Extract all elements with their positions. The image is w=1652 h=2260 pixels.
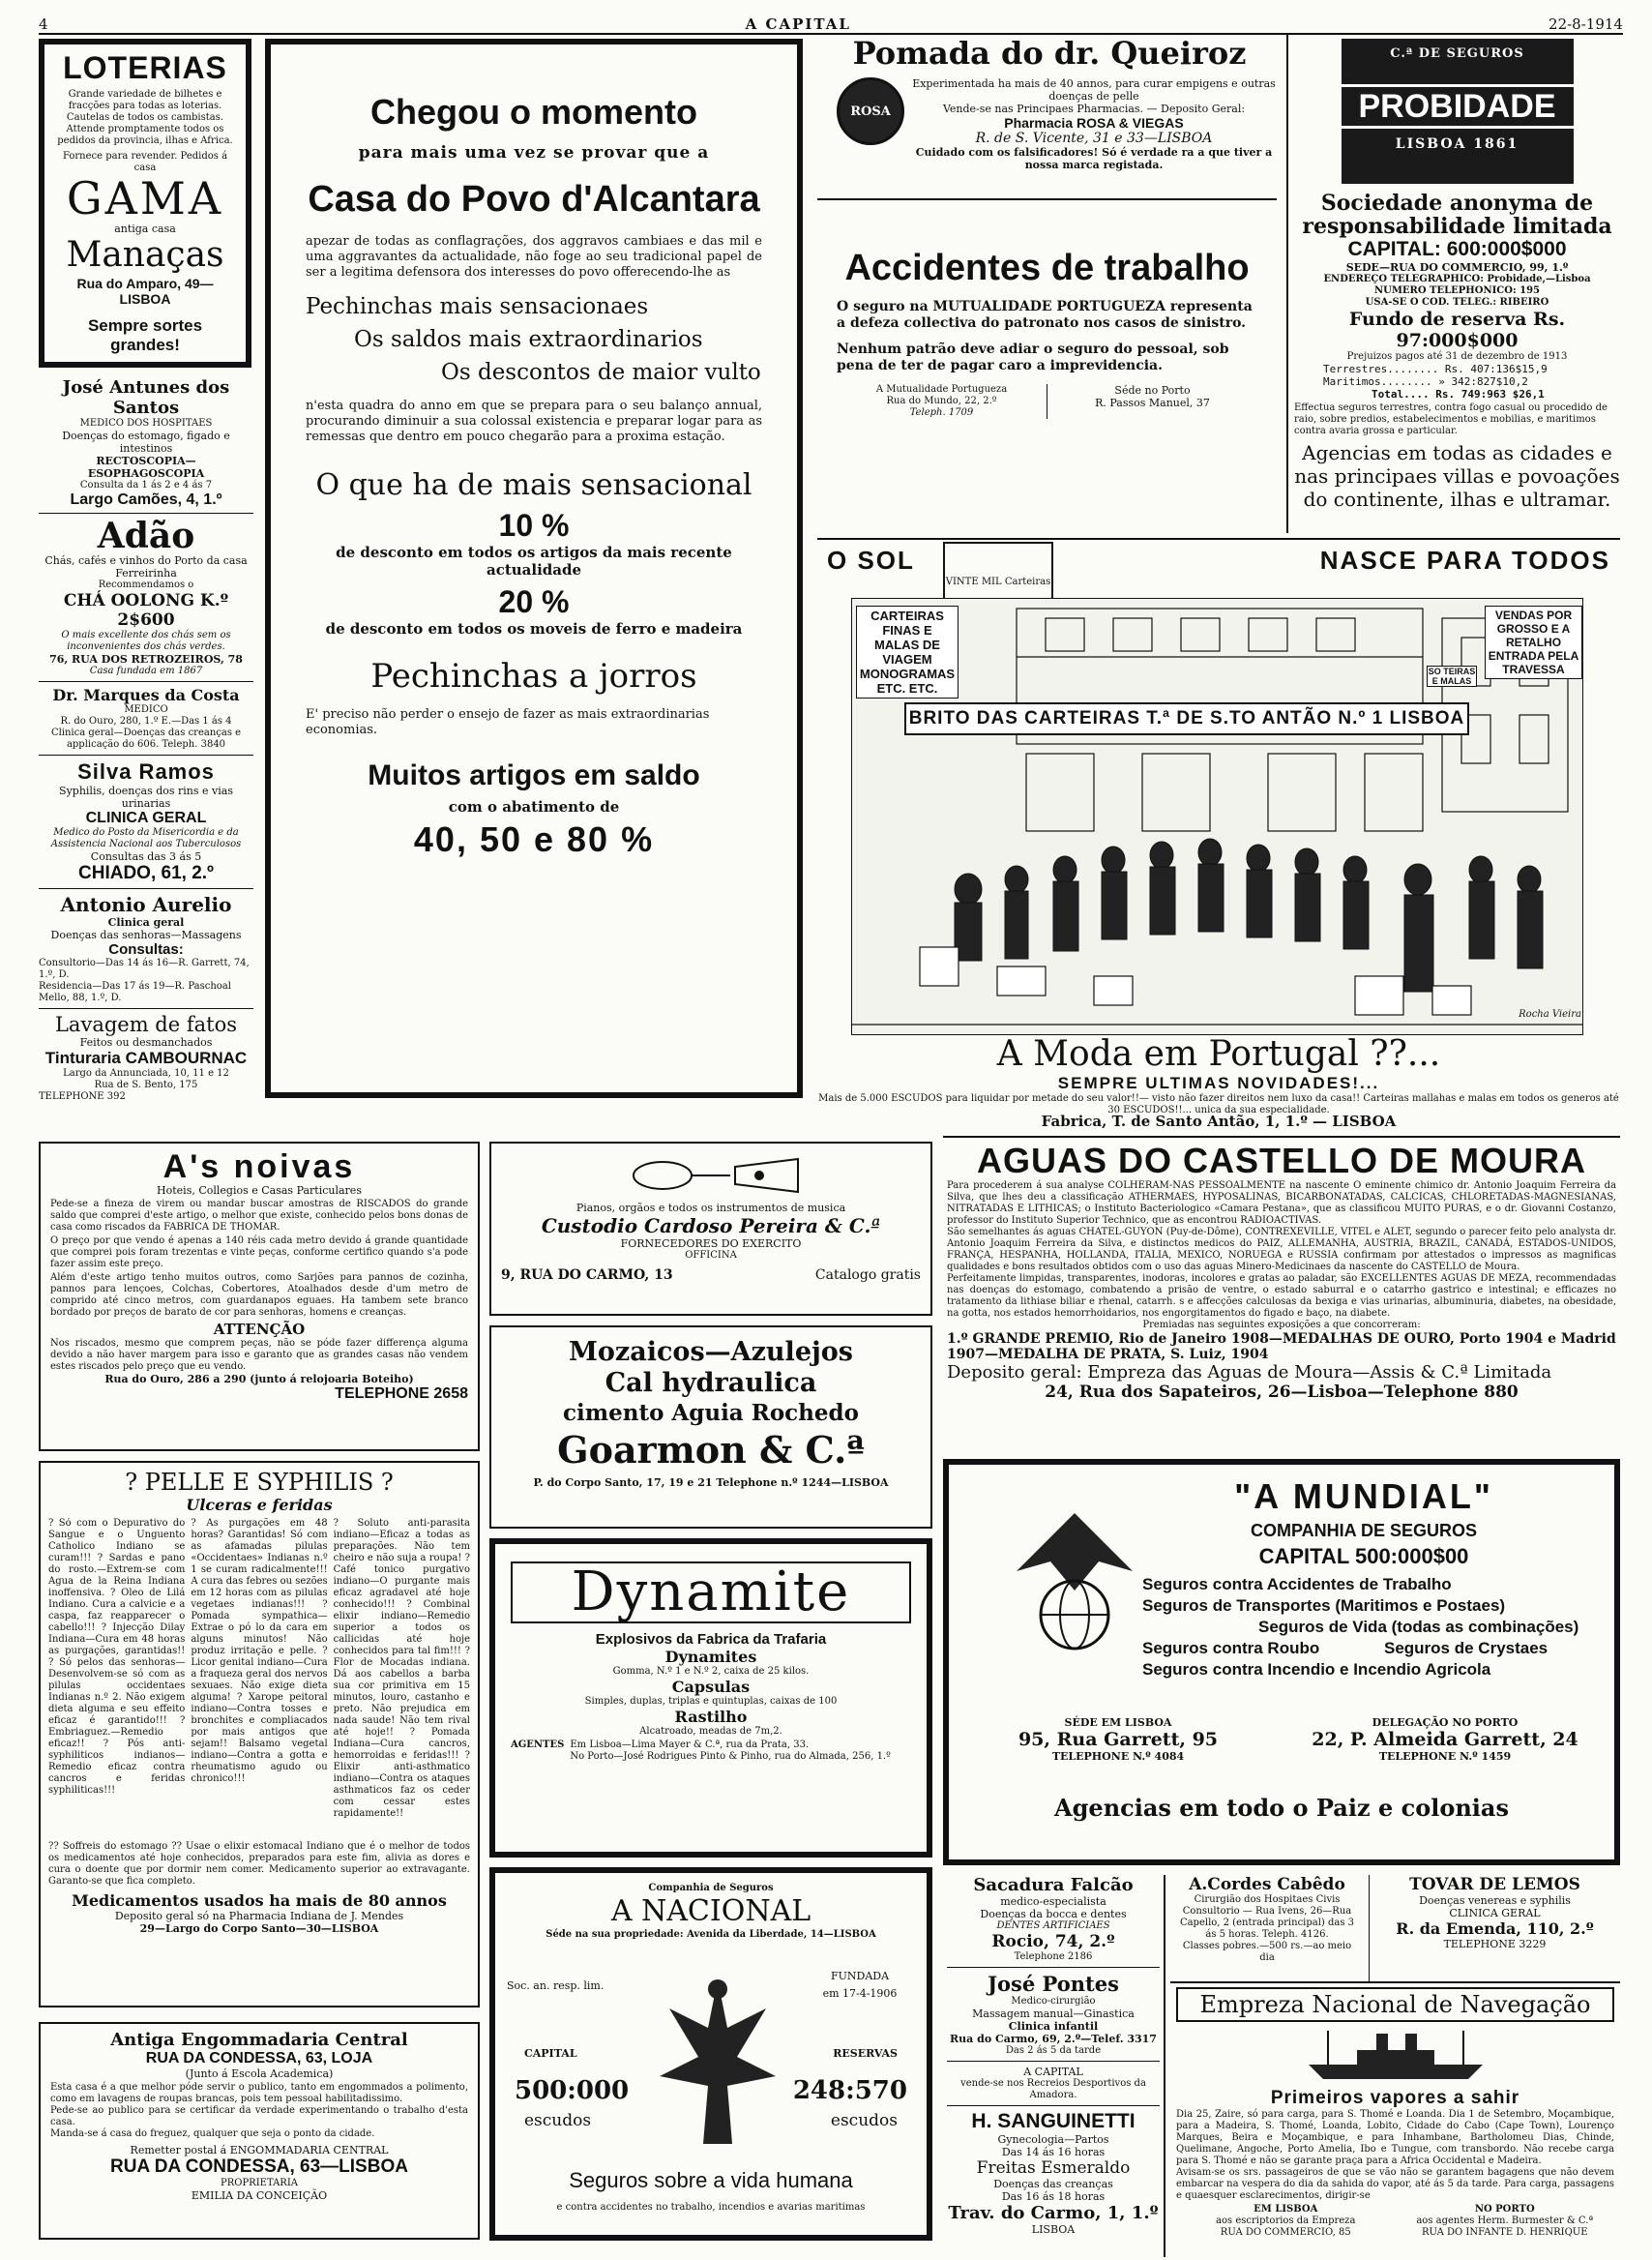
page-number: 4 — [39, 15, 48, 33]
steamship-icon — [1299, 2026, 1492, 2084]
accidentes-paragraph: O seguro na MUTUALIDADE PORTUGUEZA representa a defeza collectiva do patronato nos casos de sinistro. — [837, 299, 1253, 331]
probidade-line: Terrestres........ Rs. 407:136$15,9 — [1323, 363, 1548, 375]
mundial-footer: Agencias em todo o Paiz e colonias — [1054, 1794, 1509, 1822]
accidentes-footer: Rua do Mundo, 22, 2.º — [886, 396, 997, 406]
cabedo-line: Classes pobres.—500 rs.—ao meio dia — [1182, 1941, 1352, 1963]
engommadaria-paragraph: Esta casa é a que melhor póde servir o publico, tanto em engommados a polimento, como em lavagens de roupas brancas, pois tem pessoal habilitadissimo. — [50, 2082, 468, 2104]
santos-line: RECTOSCOPIA—ESOPHAGOSCOPIA — [87, 455, 205, 480]
freitas-line: Das 16 ás 18 horas — [1001, 2190, 1106, 2203]
alcantara-pechinchas: Pechinchas a jorros — [370, 657, 697, 696]
left-column-ads — [39, 377, 253, 1142]
pianos-name: Custodio Cardoso Pereira & C.ª — [541, 1214, 881, 1237]
noivas-title: A's noivas — [162, 1148, 356, 1185]
queiroz-line: Experimentada ha mais de 40 annos, para curar empigens e outras doenças de pelle — [912, 77, 1276, 103]
loterias-slogan: Sempre sortes grandes! — [87, 316, 203, 354]
rosa-seal-icon: ROSA — [837, 77, 904, 145]
engommadaria-line: EMILIA DA CONCEIÇÃO — [191, 2189, 328, 2202]
moura-deposit: Deposito geral: Empreza das Aguas de Moura—Assis & C.ª Limitada — [947, 1362, 1552, 1383]
adao-line: CHÁ OOLONG K.º 2$600 — [63, 591, 229, 630]
street-crowd-illustration — [852, 599, 1582, 1034]
santos-address: Largo Camões, 4, 1.º — [70, 491, 222, 508]
manacas-name: Manaças — [66, 235, 224, 275]
dynamite-line: Explosivos da Fabrica da Trafaria — [595, 1631, 827, 1648]
engommadaria-ad — [39, 2022, 480, 2240]
pelle-column: ? As purgações em 48 horas? Garantidas! Só com as afamadas pilulas «Occidentaes» Indianas n.º 1 se curam radicalmente!!! A cura das febres ou sezões em 12 horas com as pilulas vegetaes indianas!!! ? Pomada sympathica—Extrae o pó lo da cara em alguns minutos! Não produz irritação e pelle. ? Licor genital indiano—Cura a fraqueza geral dos nervos sexuaes. Não exige dieta alguma! ? Xarope peitoral indiano—Contra tosses e bronchites e compliacados por mais antigos que sejam!! Balsamo vegetal indiano—Contra a gotta e rheumatismo agudo ou chronico!!! — [191, 1518, 328, 1784]
probidade-line: SEDE—RUA DO COMMERCIO, 99, 1.º — [1345, 261, 1569, 274]
probidade-ad — [1286, 35, 1620, 533]
nacional-vida: Seguros sobre a vida humana — [569, 2168, 853, 2192]
ramos-address: CHIADO, 61, 2.º — [78, 863, 214, 883]
dynamite-title: Dynamite — [511, 1561, 911, 1623]
aurelio-line: Consultas: — [108, 941, 184, 958]
queiroz-line: R. de S. Vicente, 31 e 33—LISBOA — [975, 131, 1213, 146]
dynamite-line: Simples, duplas, triplas e quintuplas, caixas de 100 — [584, 1696, 838, 1707]
navegacao-porto: RUA DO INFANTE D. HENRIQUE — [1421, 2227, 1588, 2238]
alcantara-paragraph: E' preciso não perder o ensejo de fazer as mais extraordinarias economias. — [306, 707, 710, 737]
mundial-line: COMPANHIA DE SEGUROS — [1250, 1521, 1478, 1540]
mundial-delegacao: 22, P. Almeida Garrett, 24 — [1312, 1729, 1578, 1750]
mundial-line: Seguros de Vida (todas as combinações) — [1258, 1618, 1579, 1636]
accidentes-footer: A Mutualidade Portugueza — [875, 384, 1008, 395]
freitas-line: Doenças das creanças — [993, 2178, 1113, 2190]
nacional-line: em 17-4-1906 — [822, 1987, 898, 2000]
sacadura-line: medico-especialista — [1000, 1895, 1106, 1908]
noivas-line: Hoteis, Collegios e Casas Particulares — [157, 1184, 362, 1197]
alcantara-ad — [265, 39, 803, 1098]
alcantara-store-name: Casa do Povo d'Alcantara — [308, 179, 760, 220]
sanguinetti-line: Das 14 ás 16 horas — [1001, 2146, 1106, 2158]
nacional-line: e contra accidentes no trabalho, incendios e avarias maritimas — [556, 2202, 866, 2213]
probidade-line: Sociedade anonyma de responsabilidade limitada — [1302, 191, 1612, 239]
dynamite-line: Gomma, N.º 1 e N.º 2, caixa de 25 kilos. — [612, 1666, 810, 1677]
noivas-paragraph: Nos riscados, mesmo que comprem peças, não se póde fazer differença alguma devido a não haver margem para isso e garanto que as grandes casas não vendem estes riscados pelo preço que eu vendo. — [50, 1338, 468, 1372]
eagle-globe-icon — [1007, 1494, 1142, 1658]
probidade-line: Prejuizos pagos até 31 de dezembro de 1913 — [1346, 351, 1568, 362]
probidade-line: ENDEREÇO TELEGRAPHICO: Probidade,—Lisboa — [1323, 274, 1591, 284]
pianos-line: OFFICINA — [685, 1250, 737, 1261]
engommadaria-line: PROPRIETARIA — [220, 2178, 298, 2188]
aurelio-line: Residencia—Das 17 ás 19—R. Paschoal Mello, 88, 1.º, D. — [39, 981, 231, 1003]
dynamite-line: Dynamites — [664, 1648, 757, 1666]
cabedo-name: A.Cordes Cabêdo — [1189, 1875, 1345, 1894]
dynamite-ad — [489, 1538, 932, 1858]
page-header — [39, 12, 1623, 35]
probidade-line: NUMERO TELEPHONICO: 195 — [1374, 285, 1540, 296]
probidade-line: Agencias em todas as cidades e nas principaes villas e povoações do continente, ilhas e ultramar. — [1294, 441, 1620, 511]
osol-novidades: SEMPRE ULTIMAS NOVIDADES!... — [1057, 1074, 1380, 1092]
dynamite-line: Capsulas — [671, 1678, 751, 1696]
adao-line: Recommendamos o — [98, 580, 194, 590]
alcantara-pct: 10 % — [498, 508, 570, 543]
fatos-line: TELEPHONE 392 — [39, 1091, 126, 1102]
moura-paragraph: Para procederem á sua analyse COLHERAM-NAS PESSOALMENTE na nascente O eminente chimico dr. Antonio Joaquim Ferreira da Silva, que lhes deu a classificação ATHERMAES, HYPOSALINAS, BICARBONATADAS, CALCICAS, CHLORETADAS-MAGNESIANAS, NITRATADAS E LITHICAS; o Instituto Bacteriologico «Camara Pestana», que as classificou MUITO PURAS, e o dr. Giovanni Costanzo, professor do Instituto Superior Technico, que as encontrou RADIOACTIVAS. — [947, 1180, 1616, 1226]
engommadaria-paragraph: Pede-se ao publico para se certificar da verdade experimentando o trabalho d'esta casa. — [50, 2105, 468, 2127]
aurelio-line: Clinica geral — [107, 916, 185, 929]
cabedo-line: Cirurgião dos Hospitaes Civis — [1194, 1894, 1341, 1905]
cabedo-line: Consultorio — Rua Ivens, 26—Rua Capello, 2 (entrada principal) das 3 ás 5 horas. Teleph. 4126. — [1179, 1906, 1355, 1940]
navegacao-lisboa: EM LISBOA — [1254, 2204, 1318, 2215]
mundial-line: Seguros de Transportes (Maritimos e Postaes) — [1142, 1596, 1506, 1615]
engommadaria-paragraph: Manda-se á casa do freguez, qualquer que seja o ponto da cidade. — [50, 2128, 375, 2139]
noivas-paragraph: Pede-se a fineza de virem ou mandar buscar amostras de RISCADOS do grande saldo que comprei d'este artigo, o melhor que existe, conhecido pelos bons donas de casa como riscados da FABRICA DE THOMAR. — [50, 1199, 468, 1233]
dynamite-agents: AGENTES — [511, 1740, 565, 1750]
alcantara-discount-line: de desconto em todos os moveis de ferro e madeira — [325, 620, 743, 638]
osol-signature: Rocha Vieira — [1519, 1009, 1581, 1020]
probidade-capital: CAPITAL: 600:000$000 — [1347, 238, 1567, 260]
adao-line: O mais excellente dos chás sem os inconvenientes dos chás verdes. — [61, 630, 231, 652]
navegacao-porto: NO PORTO — [1474, 2204, 1535, 2215]
winged-figure-icon — [650, 1970, 785, 2154]
osol-sign-small: SO TEIRAS E MALAS — [1428, 667, 1476, 686]
probidade-line: Fundo de reserva Rs. 97:000$000 — [1348, 309, 1566, 351]
nacional-line: RESERVAS — [833, 2047, 898, 2060]
navegacao-porto: aos agentes Herm. Burmester & C.ª — [1416, 2215, 1594, 2226]
nacional-line: Companhia de Seguros — [648, 1883, 774, 1893]
mundial-line: Seguros contra Incendio e Incendio Agricola — [1142, 1660, 1491, 1679]
probidade-line: Effectua seguros terrestres, contra fogo casual ou procedido de raio, sobre predios, estabelecimentos e mobilias, e maritimos contra avaria grossa e particular. — [1294, 402, 1608, 436]
violin-trumpet-icon — [614, 1149, 808, 1202]
moura-prizes: 1.º GRANDE PREMIO, Rio de Janeiro 1908—MEDALHAS DE OURO, Porto 1904 e Madrid 1907—MEDALHA DE PRATA, S. Luiz, 1904 — [947, 1331, 1616, 1362]
probidade-logo-name: PROBIDADE — [1342, 84, 1574, 129]
small-ads-col1 — [943, 1875, 1165, 2257]
accidentes-paragraph: Nenhum patrão deve adiar o seguro do pessoal, sob pena de ter de pagar caro a imprevidencia. — [837, 342, 1229, 373]
nacional-reservas: 248:570 — [792, 2076, 907, 2105]
accidentes-footer: R. Passos Manuel, 37 — [1095, 397, 1210, 409]
loterias-body: Grande variedade de bilhetes e fracções para todas as loterias. Cautelas de todos os cambistas. Attende promptamente todos os pedidos da provincia, ilhas e Africa. — [57, 89, 233, 146]
tovar-line: Doenças venereas e syphilis — [1419, 1894, 1571, 1907]
pianos-ad — [489, 1142, 932, 1316]
alcantara-sensacional: O que ha de mais sensacional — [315, 468, 752, 502]
nacional-line: Séde na sua propriedade: Avenida da Liberdade, 14—LISBOA — [546, 1929, 876, 1940]
costa-name: Dr. Marques da Costa — [52, 686, 240, 704]
pianos-line: Pianos, orgãos e todos os instrumentos de musica — [575, 1202, 846, 1214]
fatos-title: Lavagem de fatos — [54, 1013, 237, 1036]
noivas-paragraph: Além d'este artigo tenho muitos outros, como Sarjões para pannos de cozinha, pannos para lençoes, Colchas, Cobertores, Atoalhados desde d'um metro de comprido até cinco metros, com guardanapos eguaes. Ha tambem sete branco bordado por preços de barato de cor para senhoras, homens e creanças. — [50, 1272, 468, 1318]
mundial-delegacao: TELEPHONE N.º 1459 — [1378, 1750, 1512, 1763]
loterias-title: LOTERIAS — [63, 50, 227, 85]
pelle-footer: Medicamentos usados ha mais de 80 annos — [72, 1891, 447, 1910]
alcantara-saldo: Muitos artigos em saldo — [368, 759, 700, 791]
mozaicos-line: Mozaicos—Azulejos — [569, 1337, 853, 1367]
mundial-title: "A MUNDIAL" — [1234, 1476, 1493, 1516]
dynamite-line: Em Lisboa—Lima Mayer & C.ª, rua da Prata, 33. — [570, 1740, 810, 1750]
tovar-phone: TELEPHONE 3229 — [1443, 1938, 1547, 1950]
mundial-line: Seguros de Crystaes — [1384, 1639, 1549, 1657]
o-sol-ad — [817, 538, 1620, 1128]
accidentes-ad — [817, 198, 1277, 489]
santos-name: José Antunes dos Santos — [62, 377, 230, 418]
pontes-address: Rua do Carmo, 69, 2.º—Telef. 3317 — [950, 2033, 1157, 2045]
fatos-line: Largo da Annunciada, 10, 11 e 12 — [63, 1068, 229, 1079]
cabedo-ad — [1170, 1875, 1364, 1981]
mozaicos-ad — [489, 1325, 932, 1529]
probidade-logo-bottom: LISBOA 1861 — [1395, 136, 1519, 152]
ramos-line: CLINICA GERAL — [85, 810, 207, 826]
pelle-column: ? Só com o Depurativo do Sangue e o Unguento Catholico Indiano se curam!!! ? Sardas e pano do rosto.—Extrem-se com Agua de la Reina Indiana inoffensiva. ? Oleo de Lilá Indiano. Cura a calvicie e a caspa, faz reapparecer o cabello!!! ? Injecção Dilay Indiana—Cura em 48 horas as purgações, garantidas!! ? Só pelos das senhoras—Desenvolvem-se só com as pilulas occidentaes Indianas n.º 2. Não exigem dieta alguma e seu effeito eficaz é garantido!!! ? Embriaguez.—Remedio eficaz!! ? Pós anti-syphiliticos indianos—Remedio eficaz contra cancros e feridas syphiliticas!!! — [48, 1518, 186, 1796]
noivas-paragraph: O preço por que vendo é apenas a 140 réis cada metro devido á grande quantidade que comprei pois foram trezentas e vinte peças, conforme certifico quando s'a pode fazer assim este preço. — [50, 1235, 468, 1269]
costa-line: MEDICO — [124, 704, 168, 715]
ramos-line: Syphilis, doenças dos rins e vias urinarias — [59, 785, 233, 810]
aurelio-line: Doenças das senhoras—Massagens — [50, 929, 242, 941]
accidentes-footer: Teleph. 1709 — [909, 407, 974, 418]
queiroz-line: Pharmacia ROSA & VIEGAS — [1004, 115, 1184, 131]
nacional-ad — [489, 1867, 932, 2241]
ramos-line: Medico do Posto da Misericordia e da Assistencia Nacional aos Tuberculosos — [50, 827, 242, 849]
mozaicos-name: Goarmon & C.ª — [557, 1428, 865, 1472]
alcantara-pct-large: 40, 50 e 80 % — [413, 819, 655, 859]
mundial-sede: TELEPHONE N.º 4084 — [1051, 1750, 1185, 1763]
noivas-attention: ATTENÇÃO — [213, 1321, 306, 1338]
dynamite-line: Alcatroado, meadas de 7m,2. — [639, 1726, 782, 1737]
nacional-line: escudos — [830, 2111, 898, 2130]
nacional-capital: 500:000 — [515, 2076, 630, 2105]
tovar-address: R. da Emenda, 110, 2.º — [1396, 1919, 1594, 1938]
probidade-line: Maritimos........ » 342:827$10,2 — [1323, 375, 1528, 388]
alcantara-abatimento: com o abatimento de — [448, 798, 620, 816]
engommadaria-title: Antiga Engommadaria Central — [110, 2030, 408, 2050]
noivas-address: Rua do Ouro, 286 a 290 (junto á relojoaria Boteiho) — [104, 1373, 414, 1385]
osol-stamp: VINTE MIL Carteiras — [943, 542, 1053, 623]
costa-line: Clinica geral—Doenças das creanças e applicação do 606. Teleph. 3840 — [50, 728, 242, 750]
gama-name: GAMA — [66, 172, 224, 224]
engommadaria-line: RUA DA CONDESSA, 63—LISBOA — [110, 2156, 408, 2177]
adao-name: Adão — [97, 516, 195, 556]
pontes-line: Medico-cirurgião — [1011, 1996, 1096, 2007]
nacional-line: CAPITAL — [524, 2047, 577, 2060]
navegacao-paragraph: Avisam-se os srs. passageiros de que se vão não se garantem bagagens que não devem embarcar na vespera do dia da sahida do vapor, até ás 5 da tarde. Para carga, passagens e quaesquer esclarecimentos, dirigir-se — [1176, 2167, 1614, 2201]
mozaicos-line: cimento Aguia Rochedo — [563, 1400, 859, 1426]
sanguinetti-line: Gynecologia—Partos — [997, 2133, 1109, 2146]
navegacao-lisboa: RUA DO COMMERCIO, 85 — [1220, 2227, 1351, 2238]
alcantara-paragraph: apezar de todas as conflagrações, dos aggravos cambiaes e das mil e uma aggravantes da actualidade, não foge ao seu tradicional papel de ser a legitima defensora dos interesses do povo offerecendo-lhe as — [306, 234, 762, 280]
pelle-syphilis-ad — [39, 1461, 480, 2007]
loterias-note: Fornece para revender. Pedidos á casa — [62, 151, 228, 173]
santos-line: Consulta da 1 ás 2 e 4 ás 7 — [79, 480, 213, 491]
ramos-name: Silva Ramos — [77, 759, 215, 784]
pontes-name: José Pontes — [988, 1972, 1119, 1996]
osol-moda: A Moda em Portugal ??... — [996, 1034, 1441, 1074]
moura-paragraph: Perfeitamente limpidas, transparentes, inodoras, incolores e gratas ao paladar, são EXCELLENTES AGUAS DE MEZA, recommendadas nas doenças do estomago, combatendo a prisão de ventre, o estado saburral e o catarrho gastrico e intestinal; e efficazes no tratamento da lithiase biliar e rhenal, catarrh. s e affecções calculosas da bexiga e vias urinarias, albuminuria, diabetes, na obesidade, na gotta, nos estados hemorrhoidarios, nos engorgitamentos do figado e baço, na diabete. — [947, 1273, 1616, 1319]
alcantara-subhead: para mais uma vez se provar que a — [358, 143, 710, 163]
loterias-ad — [39, 39, 251, 368]
loterias-address: Rua do Amparo, 49—LISBOA — [76, 276, 214, 307]
mundial-sede: SÉDE EM LISBOA — [1064, 1716, 1172, 1729]
moura-paragraph: Premiadas nas seguintes exposições a que concorreram: — [1142, 1320, 1421, 1330]
osol-paragraph: Mais de 5.000 ESCUDOS para liquidar por metade do seu valor!!— visto não fazer direitos nem luxo da casa!! Carteiras mallahas e malas em todos os generos até 30 ESCUDOS!!... unica da sua especialidade. — [818, 1093, 1619, 1115]
probidade-logo — [1342, 39, 1574, 184]
sacadura-line: DENTES ARTIFICIAES — [996, 1920, 1110, 1931]
probidade-line: USA-SE O COD. TELEG.: RIBEIRO — [1365, 297, 1549, 308]
adao-line: Casa fundada em 1867 — [89, 666, 203, 676]
fatos-name: Tinturaria CAMBOURNAC — [44, 1049, 248, 1067]
pianos-line: FORNECEDORES DO EXERCITO — [620, 1237, 802, 1250]
pelle-footer: Deposito geral só na Pharmacia Indiana de J. Mendes — [114, 1910, 404, 1922]
navegacao-subtitle: Primeiros vapores a sahir — [1270, 2088, 1520, 2108]
osol-address: Fabrica, T. de Santo Antão, 1, 1.º — LISBOA — [1041, 1113, 1397, 1128]
queiroz-title: Pomada do dr. Queiroz — [852, 35, 1247, 72]
osol-sign-right: VENDAS POR GROSSO E A RETALHO ENTRADA PELA TRAVESSA — [1485, 606, 1582, 679]
alcantara-saldo-line: Os saldos mais extraordinarios — [354, 327, 703, 352]
gama-sub: antiga casa — [114, 223, 176, 235]
page-date: 22-8-1914 — [1549, 15, 1623, 33]
sacadura-line: Doenças da bocca e dentes — [980, 1908, 1127, 1920]
noivas-phone: TELEPHONE 2658 — [335, 1385, 468, 1402]
queiroz-ad — [817, 35, 1282, 190]
engommadaria-line: Remetter postal á ENGOMMADARIA CENTRAL — [130, 2144, 389, 2156]
osol-title-left: O SOL — [827, 546, 915, 575]
sanguinetti-name: H. SANGUINETTI — [971, 2110, 1136, 2132]
osol-illustration — [851, 598, 1583, 1035]
tovar-ad — [1369, 1875, 1620, 1981]
pontes-line: Clinica infantil — [1008, 2020, 1099, 2033]
santos-line: Doenças do estomago, figado e intestinos — [62, 430, 230, 455]
mundial-delegacao: DELEGAÇÃO NO PORTO — [1372, 1716, 1519, 1729]
nacional-line: escudos — [524, 2111, 592, 2130]
sacadura-phone: Telephone 2186 — [1014, 1951, 1093, 1962]
navegacao-title: Empreza Nacional de Navegação — [1176, 1987, 1614, 2022]
aguas-moura-ad — [943, 1136, 1620, 1450]
santos-line: MEDICO DOS HOSPITAES — [79, 418, 213, 429]
pelle-footer: 29—Largo do Corpo Santo—30—LISBOA — [139, 1922, 379, 1935]
nacional-line: FUNDADA — [830, 1970, 890, 1982]
pelle-title: ? PELLE E SYPHILIS ? — [125, 1469, 394, 1496]
osol-title-right: NASCE PARA TODOS — [1319, 546, 1610, 575]
fatos-line: Feitos ou desmanchados — [79, 1036, 213, 1049]
mundial-line: Seguros contra Accidentes de Trabalho — [1142, 1575, 1452, 1593]
alcantara-pct: 20 % — [498, 584, 570, 619]
nacional-title: A NACIONAL — [610, 1894, 811, 1928]
capital-line: vende-se nos Recreios Desportivos da Amadora. — [960, 2078, 1146, 2100]
probidade-logo-top: C.ª DE SEGUROS — [1390, 46, 1524, 61]
pelle-subtitle: Ulceras e feridas — [186, 1496, 333, 1514]
capital-line: A CAPITAL — [1023, 2066, 1083, 2078]
alcantara-saldo-line: Pechinchas mais sensacionaes — [306, 294, 649, 319]
navegacao-paragraph: Dia 25, Zaire, só para carga, para S. Thomé e Loanda. Dia 1 de Setembro, Moçambique, para a Madeira, S. Thomé, Loanda, Lobito, Cidade do Cabo (Cape Town), Lourenço Marques, Beira e Moçambique, e para Inhambane, Bartholomeu Dias, Chinde, Quelimane, Angoche, Porto Amelia, Ibo e Tungue, com transbordo. Não recebe carga para S. Thomé e não se garante praça para a Africa Occidental e Madeira. — [1176, 2109, 1614, 2166]
aurelio-line: Consultorio—Das 14 ás 16—R. Garrett, 74, 1.º, D. — [39, 958, 250, 980]
alcantara-saldo-line: Os descontos de maior vulto — [441, 360, 761, 385]
nacional-line: Soc. an. resp. lim. — [507, 1979, 605, 1992]
pelle-paragraph: ?? Soffreis do estomago ?? Usae o elixir estomacal Indiano que é o melhor de todos os medicamentos até hoje conhecidos, preparados para este fim, alivia as dores e cura o doente que por dormir nem comer. Medicamento superior ao extravagante. Garanto-se que fica completo. — [48, 1841, 470, 1887]
trav-city: LISBOA — [1031, 2223, 1076, 2236]
moura-title: AGUAS DO CASTELLO DE MOURA — [976, 1141, 1586, 1180]
alcantara-headline: Chegou o momento — [370, 92, 697, 132]
pelle-column: ? Soluto anti-parasita indiano—Eficaz a todas as preparações. Não tem cheiro e não suja a roupa! ? Café tonico purgativo indiano—O purgante mais eficaz agradavel até hoje conhecido!!! ? Combinal elixir indiano—Remedio superior a todos os callicidas até hoje conhecidos para tal fim!!! ? Flor de Mocadas indiana. Dá aos cabellos a barba sua cor primitiva em 15 minutos, louro, castanho e preto. Não prejudica em nada saude! Não tem rival até hoje!! ? Pomada Indiana—Cura cancros, hemorroidas e feridas!!! ? Elixir anti-asthmatico indiano—Contra os ataques asthmaticos faz os ceder com cessar estes rapidamente!! — [333, 1518, 470, 1819]
mundial-capital: CAPITAL 500:000$00 — [1258, 1544, 1469, 1568]
navegacao-ad — [1170, 1981, 1620, 2257]
sacadura-address: Rocio, 74, 2.º — [991, 1932, 1115, 1951]
pianos-address: 9, RUA DO CARMO, 13 — [501, 1267, 673, 1283]
mundial-sede: 95, Rua Garrett, 95 — [1018, 1729, 1219, 1750]
adao-address: 76, RUA DOS RETROZEIROS, 78 — [49, 653, 243, 666]
engommadaria-line: (Junto á Escola Academica) — [185, 2067, 334, 2080]
sacadura-name: Sacadura Falcão — [973, 1875, 1134, 1895]
mundial-line: Seguros contra Roubo — [1142, 1639, 1320, 1657]
noivas-ad — [39, 1142, 480, 1451]
newspaper-name: A CAPITAL — [745, 15, 851, 33]
accidentes-footer: Séde no Porto — [1114, 384, 1191, 397]
pontes-line: Das 2 ás 5 da tarde — [1005, 2045, 1102, 2056]
queiroz-line: Vende-se nas Principaes Pharmacias. — Deposito Geral: — [942, 103, 1246, 115]
fatos-line: Rua de S. Bento, 175 — [94, 1080, 198, 1090]
trav-address: Trav. do Carmo, 1, 1.º — [948, 2203, 1159, 2223]
osol-sign-left: CARTEIRAS FINAS E MALAS DE VIAGEM MONOGRAMAS ETC. ETC. — [856, 606, 959, 699]
costa-line: R. do Ouro, 280, 1.º E.—Das 1 ás 4 — [60, 716, 232, 727]
osol-banner: BRITO DAS CARTEIRAS T.ª DE S.TO ANTÃO N.º 1 LISBOA — [904, 702, 1469, 735]
ramos-line: Consultas das 3 ás 5 — [90, 850, 202, 863]
alcantara-paragraph: n'esta quadra do anno em que se prepara para o seu balanço annual, procurando diminuir a sua colossal existencia e preparar logar para as remessas que dentro em pouco chegarão para a proxima estação. — [306, 399, 762, 444]
accidentes-title: Accidentes de trabalho — [844, 248, 1250, 288]
tovar-line: CLINICA GERAL — [1449, 1907, 1541, 1919]
pontes-line: Massagem manual—Ginastica — [972, 2007, 1135, 2020]
moura-address: 24, Rua dos Sapateiros, 26—Lisboa—Telephone 880 — [1045, 1383, 1519, 1402]
navegacao-lisboa: aos escriptorios da Empreza — [1216, 2215, 1356, 2226]
freitas-name: Freitas Esmeraldo — [976, 2158, 1131, 2178]
engommadaria-line: RUA DA CONDESSA, 63, LOJA — [145, 2050, 373, 2067]
dynamite-line: Rastilho — [674, 1708, 748, 1726]
aurelio-name: Antonio Aurelio — [60, 893, 232, 916]
alcantara-discount-line: de desconto em todos os artigos da mais recente actualidade — [336, 544, 732, 579]
pianos-catalog: Catalogo gratis — [814, 1267, 921, 1283]
dynamite-line: No Porto—José Rodrigues Pinto & Pinho, rua do Almada, 256, 1.º — [570, 1751, 891, 1762]
tovar-name: TOVAR DE LEMOS — [1409, 1875, 1580, 1894]
moura-paragraph: São semelhantes ás aguas CHATEL-GUYON (Puy-de-Dôme), CONTREXEVILLE, VITEL e ALET, segundo o parecer feito pelo analysta dr. Antonio Joaquim Ferreira da Silva, e distinctos medicos do PAIZ, ALLEMANHA, AUSTRIA, BRAZIL, CANADÁ, ESTADOS-UNIDOS, FRANÇA, HESPANHA, HOLLANDA, ITALIA, MEXICO, NORUEGA e RUSSIA confirmam por attestados o impressos as magnificas qualidades e bons resultados obtidos com o uso das aguas Minero-Medicinaes da nascente do CASTELLO de Moura. — [947, 1227, 1616, 1272]
mozaicos-line: Cal hydraulica — [605, 1368, 817, 1398]
probidade-line: Total.... Rs. 749:963 $26,1 — [1372, 388, 1545, 401]
mundial-ad — [943, 1459, 1620, 1865]
adao-line: Chás, cafés e vinhos do Porto da casa Ferreirinha — [44, 554, 248, 580]
queiroz-line: Cuidado com os falsificadores! Só é verdade ra a que tiver a nossa marca registada. — [915, 146, 1273, 171]
mozaicos-address: P. do Corpo Santo, 17, 19 e 21 Telephone n.º 1244—LISBOA — [533, 1476, 889, 1489]
